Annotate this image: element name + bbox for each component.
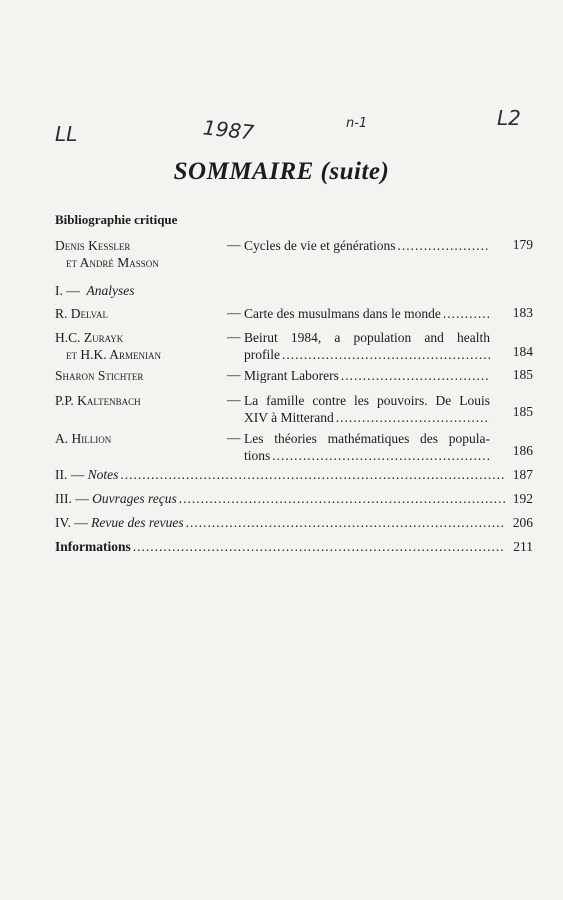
entry-coauthor: et H.K. Armenian — [66, 347, 161, 362]
entry-author: R. Delval — [55, 306, 109, 321]
toc-page: 192 — [512, 491, 533, 506]
toc-label: Revue des revues — [91, 515, 184, 530]
toc-label: Ouvrages reçus — [92, 491, 177, 506]
toc-label: Notes — [87, 467, 119, 482]
dot-leader — [179, 491, 505, 507]
bibliography-entry — [55, 237, 533, 271]
entry-author: Sharon Stichter — [55, 368, 144, 383]
handwritten-number: n-1 — [346, 116, 368, 131]
entry-author: Denis Kessler — [55, 238, 131, 253]
toc-number: II. — — [55, 467, 85, 482]
entry-author: H.C. Zurayk — [55, 330, 124, 345]
entry-author: P.P. Kaltenbach — [55, 393, 141, 408]
dot-leader — [186, 515, 505, 531]
entry-title-cont: tions — [244, 448, 271, 463]
dot-leader — [397, 237, 490, 254]
entry-dash: — — [227, 367, 241, 382]
toc-row — [55, 515, 533, 531]
analyses-label: Analyses — [86, 283, 135, 298]
dot-leader — [336, 409, 490, 426]
entry-title-cont: profile — [244, 347, 280, 362]
entry-dash: — — [227, 430, 241, 445]
analyses-number: I. — — [55, 283, 80, 298]
dot-leader — [133, 539, 505, 555]
page-title: SOMMAIRE (suite) — [173, 158, 390, 185]
entry-page: 183 — [512, 305, 533, 320]
toc-row — [55, 467, 533, 483]
entry-page: 184 — [512, 344, 533, 359]
handwritten-mark-left: LL — [55, 122, 78, 146]
dot-leader — [120, 467, 505, 483]
toc-label: Informations — [55, 539, 131, 554]
entry-page: 185 — [512, 404, 533, 419]
entry-title-cont: XIV à Mitterand — [244, 410, 334, 425]
handwritten-mark-right: L2 — [497, 106, 521, 130]
entry-dash: — — [227, 305, 241, 320]
entry-title: Les théories mathématiques des popula- — [244, 431, 490, 446]
entry-author: A. Hillion — [55, 431, 112, 446]
toc-page: 211 — [513, 539, 533, 554]
entry-title: Carte des musulmans dans le monde — [244, 306, 441, 321]
toc-page: 206 — [512, 515, 533, 530]
analyses-heading — [55, 283, 533, 299]
entry-title: La famille contre les pouvoirs. De Louis — [244, 393, 490, 408]
entry-page: 179 — [512, 237, 533, 252]
toc-number: III. — — [55, 491, 89, 506]
toc-page: 187 — [512, 467, 533, 482]
handwritten-year: 1987 — [201, 115, 256, 145]
toc-row — [55, 491, 533, 507]
dot-leader — [341, 367, 490, 384]
dot-leader — [272, 447, 490, 464]
entry-dash: — — [227, 237, 241, 252]
entry-dash: — — [227, 392, 241, 407]
entry-title: Beirut 1984, a population and health — [244, 330, 490, 345]
dot-leader — [443, 305, 490, 322]
entry-title: Cycles de vie et générations — [244, 238, 396, 253]
toc-number: IV. — — [55, 515, 88, 530]
entry-page: 185 — [512, 367, 533, 382]
entry-coauthor: et André Masson — [66, 255, 159, 270]
entry-page: 186 — [512, 443, 533, 458]
entry-title: Migrant Laborers — [244, 368, 339, 383]
section-heading: Bibliographie critique — [55, 212, 178, 227]
toc-row-informations — [55, 539, 533, 555]
entry-dash: — — [227, 329, 241, 344]
dot-leader — [282, 346, 490, 363]
